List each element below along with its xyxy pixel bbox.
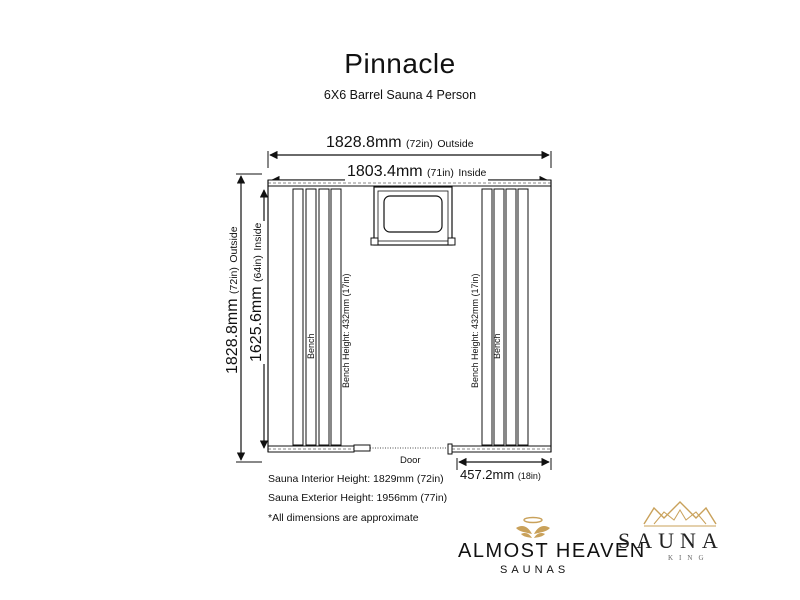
- sauna-king-wordmark: SAUNA: [618, 528, 724, 553]
- outside-depth-suffix: Outside: [228, 226, 240, 263]
- outside-depth-imperial: (72in): [228, 267, 240, 294]
- outside-width-suffix: Outside: [437, 138, 474, 150]
- interior-height-note: Sauna Interior Height: 1829mm (72in): [268, 473, 444, 485]
- outside-depth-value: 1828.8mm: [224, 298, 241, 374]
- left-bench: [293, 189, 341, 445]
- inside-width-value: 1803.4mm: [347, 163, 423, 180]
- inside-depth-label: [248, 221, 266, 364]
- outside-depth-label: [224, 226, 242, 374]
- right-bench-height-label: Bench Height: 432mm (17in): [470, 273, 480, 388]
- inside-width-label: [345, 163, 488, 181]
- page-subtitle: 6X6 Barrel Sauna 4 Person: [323, 88, 477, 102]
- inside-depth-value: 1625.6mm: [248, 286, 265, 362]
- outside-width-imperial: (72in): [406, 138, 433, 150]
- disclaimer-note: *All dimensions are approximate: [268, 512, 419, 524]
- almost-heaven-halo-icon: [512, 514, 554, 542]
- almost-heaven-logo: [456, 514, 646, 584]
- exterior-height-note: Sauna Exterior Height: 1956mm (77in): [268, 492, 448, 504]
- right-bench-label: Bench: [492, 333, 502, 359]
- bench-depth-label: [460, 467, 541, 482]
- sauna-king-subtitle: KING: [668, 554, 710, 562]
- inside-width-suffix: Inside: [458, 167, 487, 179]
- door-label: Door: [400, 455, 421, 466]
- sauna-king-crown-icon: [640, 498, 720, 528]
- outside-width-value: 1828.8mm: [326, 134, 402, 151]
- page-title: Pinnacle: [344, 48, 456, 79]
- outside-width-label: [326, 134, 474, 152]
- inside-depth-imperial: (64in): [252, 255, 264, 282]
- door: [354, 444, 452, 454]
- bench-depth-imperial: (18in): [517, 471, 541, 481]
- bench-depth-value: 457.2mm: [460, 467, 515, 482]
- left-bench-label: Bench: [306, 333, 316, 359]
- window: [371, 187, 455, 245]
- sauna-king-logo: [616, 498, 746, 568]
- inside-depth-suffix: Inside: [252, 222, 264, 251]
- bottom-wall-staves: [268, 446, 551, 452]
- almost-heaven-subtitle: SAUNAS: [500, 564, 570, 576]
- almost-heaven-wordmark: ALMOST HEAVEN: [458, 540, 646, 562]
- right-bench: [482, 189, 528, 445]
- inside-width-imperial: (71in): [427, 167, 454, 179]
- left-bench-height-label: Bench Height: 432mm (17in): [341, 273, 351, 388]
